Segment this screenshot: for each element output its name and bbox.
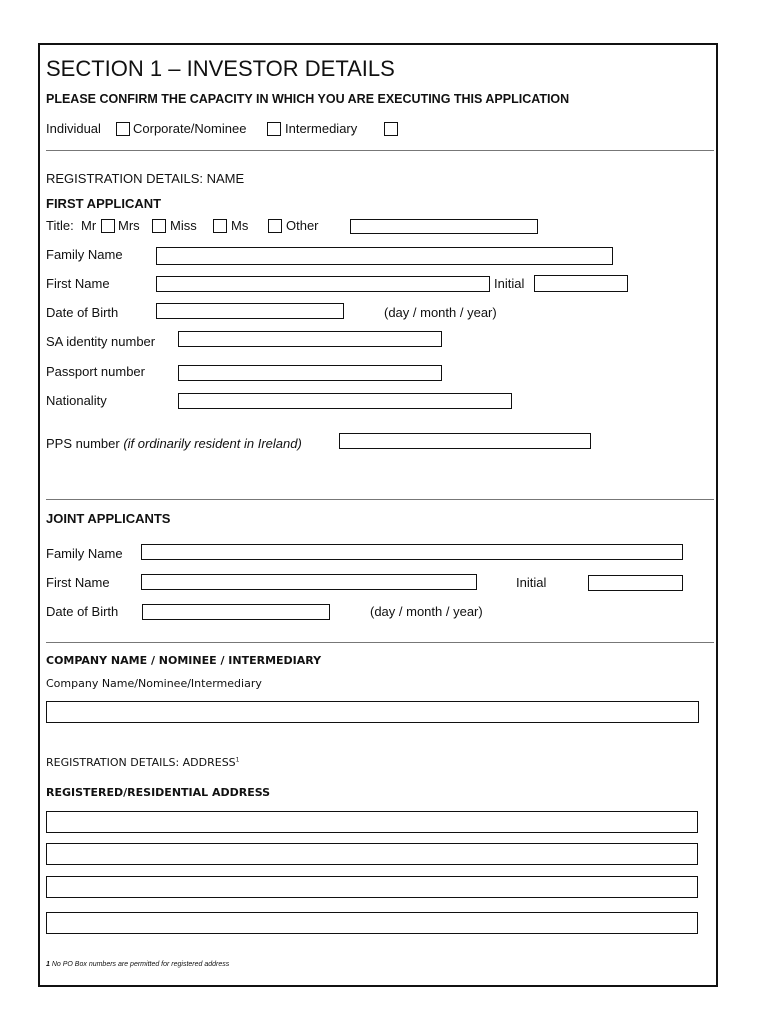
joint-dob-label: Date of Birth bbox=[46, 604, 119, 619]
capacity-heading: PLEASE CONFIRM THE CAPACITY IN WHICH YOU ARE EXECUTING THIS APPLICATION bbox=[46, 92, 570, 106]
section-title: SECTION 1 – INVESTOR DETAILS bbox=[46, 56, 395, 81]
dob-label: Date of Birth bbox=[46, 305, 119, 320]
joint-initial-label: Initial bbox=[516, 575, 547, 590]
divider bbox=[46, 499, 714, 500]
divider bbox=[46, 150, 714, 151]
address-footnote-ref: 1 bbox=[235, 756, 240, 764]
passport-label: Passport number bbox=[46, 364, 145, 379]
first-name-field[interactable] bbox=[156, 276, 490, 292]
passport-field[interactable] bbox=[178, 365, 442, 381]
title-option-mrs: Mrs bbox=[118, 218, 140, 233]
capacity-checkbox-corporate[interactable] bbox=[267, 122, 281, 136]
title-option-other: Other bbox=[286, 218, 319, 233]
family-name-field[interactable] bbox=[156, 247, 613, 265]
title-option-miss: Miss bbox=[170, 218, 197, 233]
capacity-label-intermediary: Intermediary bbox=[285, 121, 358, 136]
joint-dob-field[interactable] bbox=[142, 604, 330, 620]
address-line-1-field[interactable] bbox=[46, 811, 698, 833]
capacity-checkbox-individual[interactable] bbox=[116, 122, 130, 136]
joint-first-name-field[interactable] bbox=[141, 574, 477, 590]
nationality-label: Nationality bbox=[46, 393, 107, 408]
footnote-number: 1 bbox=[46, 961, 50, 968]
nationality-field[interactable] bbox=[178, 393, 512, 409]
joint-family-name-field[interactable] bbox=[141, 544, 683, 560]
title-other-field[interactable] bbox=[350, 219, 538, 234]
address-line-2-field[interactable] bbox=[46, 843, 698, 865]
sa-id-label: SA identity number bbox=[46, 334, 156, 349]
first-name-label: First Name bbox=[46, 276, 110, 291]
sa-id-field[interactable] bbox=[178, 331, 442, 347]
title-checkbox-mr[interactable] bbox=[101, 219, 115, 233]
title-label: Title: bbox=[46, 218, 74, 233]
joint-applicants-heading: JOINT APPLICANTS bbox=[46, 511, 171, 526]
pps-field[interactable] bbox=[339, 433, 591, 449]
pps-note: (if ordinarily resident in Ireland) bbox=[123, 436, 302, 451]
initial-field[interactable] bbox=[534, 275, 628, 292]
title-checkbox-ms[interactable] bbox=[268, 219, 282, 233]
joint-family-name-label: Family Name bbox=[46, 546, 123, 561]
pps-label: PPS number bbox=[46, 436, 120, 451]
registration-name-heading: REGISTRATION DETAILS: NAME bbox=[46, 171, 245, 186]
first-applicant-heading: FIRST APPLICANT bbox=[46, 196, 162, 211]
initial-label: Initial bbox=[494, 276, 525, 291]
footnote-text: No PO Box numbers are permitted for registered address bbox=[51, 961, 230, 968]
company-label: Company Name/Nominee/Intermediary bbox=[46, 677, 262, 690]
title-checkbox-mrs[interactable] bbox=[152, 219, 166, 233]
family-name-label: Family Name bbox=[46, 247, 123, 262]
company-heading: COMPANY NAME / NOMINEE / INTERMEDIARY bbox=[46, 654, 322, 667]
address-sub-heading: REGISTERED/RESIDENTIAL ADDRESS bbox=[46, 786, 271, 799]
dob-format: (day / month / year) bbox=[384, 305, 497, 320]
title-option-mr: Mr bbox=[81, 218, 97, 233]
address-heading: REGISTRATION DETAILS: ADDRESS bbox=[46, 756, 236, 769]
title-checkbox-miss[interactable] bbox=[213, 219, 227, 233]
title-option-ms: Ms bbox=[231, 218, 249, 233]
capacity-checkbox-intermediary[interactable] bbox=[384, 122, 398, 136]
joint-first-name-label: First Name bbox=[46, 575, 110, 590]
address-line-3-field[interactable] bbox=[46, 876, 698, 898]
joint-dob-format: (day / month / year) bbox=[370, 604, 483, 619]
company-name-field[interactable] bbox=[46, 701, 699, 723]
divider bbox=[46, 642, 714, 643]
joint-initial-field[interactable] bbox=[588, 575, 683, 591]
capacity-label-corporate: Corporate/Nominee bbox=[133, 121, 247, 136]
capacity-label-individual: Individual bbox=[46, 121, 101, 136]
address-line-4-field[interactable] bbox=[46, 912, 698, 934]
dob-field[interactable] bbox=[156, 303, 344, 319]
